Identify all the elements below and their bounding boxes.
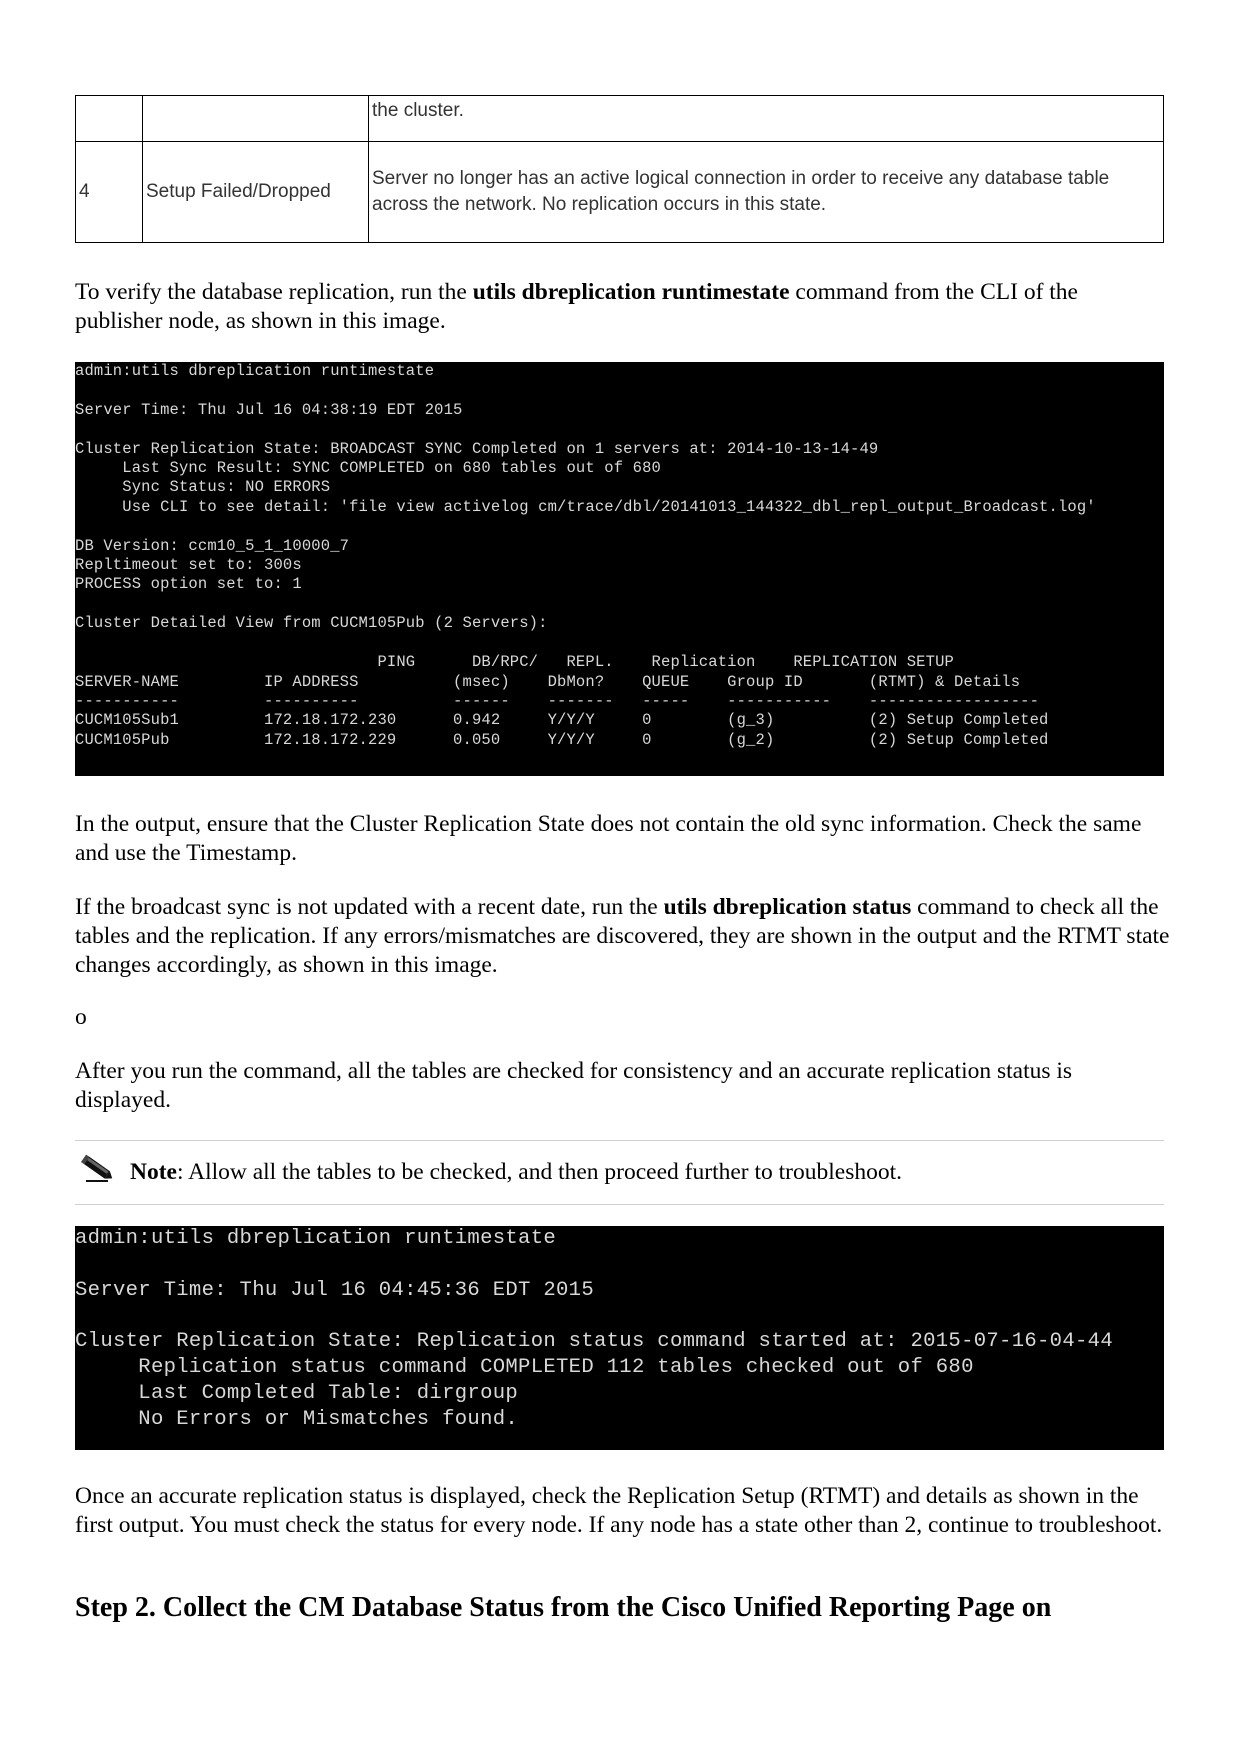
state-name-cell bbox=[143, 96, 369, 142]
note-bottom-divider bbox=[75, 1204, 1164, 1205]
pencil-icon bbox=[80, 1152, 116, 1191]
stray-text: o bbox=[75, 1004, 87, 1030]
table-row bbox=[76, 142, 1164, 243]
command-text: utils dbreplication runtimestate bbox=[472, 279, 790, 305]
output-paragraph: In the output, ensure that the Cluster Replication State does not contain the old sync information. Check the same and use the Timestamp. bbox=[75, 811, 1142, 866]
note-box bbox=[80, 1150, 1160, 1196]
verify-paragraph: To verify the database replication, run the utils dbreplication runtimestate command from the CLI of the publisher node, as shown in this image. bbox=[75, 279, 1078, 334]
state-description-cell: Server no longer has an active logical connection in order to receive any database table across the network. No replication occurs in this state. bbox=[369, 142, 1164, 243]
terminal-text: admin:utils dbreplication runtimestate Server Time: Thu Jul 16 04:45:36 EDT 2015 Cluster Replication State: Replication status command started at: 2015-07-16-04-44 Replication status command COMPLETED 112 tables checked out of 680 Last Completed Table: dirgroup No Errors or Mismatches found. bbox=[75, 1227, 1113, 1431]
state-name-cell: Setup Failed/Dropped bbox=[143, 142, 369, 243]
table-row bbox=[76, 96, 1164, 142]
replication-state-table bbox=[75, 95, 1164, 243]
terminal-output-status bbox=[75, 1226, 1164, 1450]
consistency-paragraph: After you run the command, all the tables are checked for consistency and an accurate replication status is displayed. bbox=[75, 1058, 1073, 1113]
state-description-cell: the cluster. bbox=[369, 96, 1164, 142]
state-number-cell: 4 bbox=[76, 142, 143, 243]
state-number-cell bbox=[76, 96, 143, 142]
command-text: utils dbreplication status bbox=[663, 894, 912, 920]
broadcast-sync-paragraph: If the broadcast sync is not updated with a recent date, run the utils dbreplication status command to check all the tables and the replication. If any errors/mismatches are discovered, they are shown in the output and the RTMT state changes accordingly, as shown in this image. bbox=[75, 894, 1170, 978]
replication-setup-paragraph: Once an accurate replication status is displayed, check the Replication Setup (RTMT) and details as shown in the first output. You must check the status for every node. If any node has a state other than 2, continue to troubleshoot. bbox=[75, 1483, 1163, 1538]
note-top-divider bbox=[75, 1140, 1164, 1141]
terminal-output-runtimestate bbox=[75, 362, 1164, 776]
terminal-text: admin:utils dbreplication runtimestate Server Time: Thu Jul 16 04:38:19 EDT 2015 Cluster Replication State: BROADCAST SYNC Completed on 1 servers at: 2014-10-13-14-49 Last Sync Result: SYNC COMPLETED on 680 tables out of 680 Sync Status: NO ERRORS Use CLI to see detail: 'file view activelog cm/trace/dbl/20141013_144322_dbl_repl_output_Broadcast.log' DB Version: ccm10_5_1_10000_7 Repltimeout set to: 300s PROCESS option set to: 1 Cluster Detailed View from CUCM105Pub (2 Servers): PING DB/RPC/ REPL. Replication REPLICATION SETUP SERVER-NAME IP ADDRESS (msec) DbMon? QUEUE Group ID (RTMT) & Details ----------- ---------- ------ ------- ----- ----------- ------------------ CUCM105Sub1 172.18.172.230 0.942 Y/Y/Y 0 (g_3) (2) Setup Completed CUCM105Pub 172.18.172.229 0.050 Y/Y/Y 0 (g_2) (2) Setup Completed bbox=[75, 362, 1096, 749]
note-label: Note bbox=[130, 1159, 177, 1185]
step-2-heading: Step 2. Collect the CM Database Status from the Cisco Unified Reporting Page on bbox=[75, 1592, 1052, 1623]
note-text: Note: Allow all the tables to be checked, and then proceed further to troubleshoot. bbox=[130, 1159, 902, 1185]
